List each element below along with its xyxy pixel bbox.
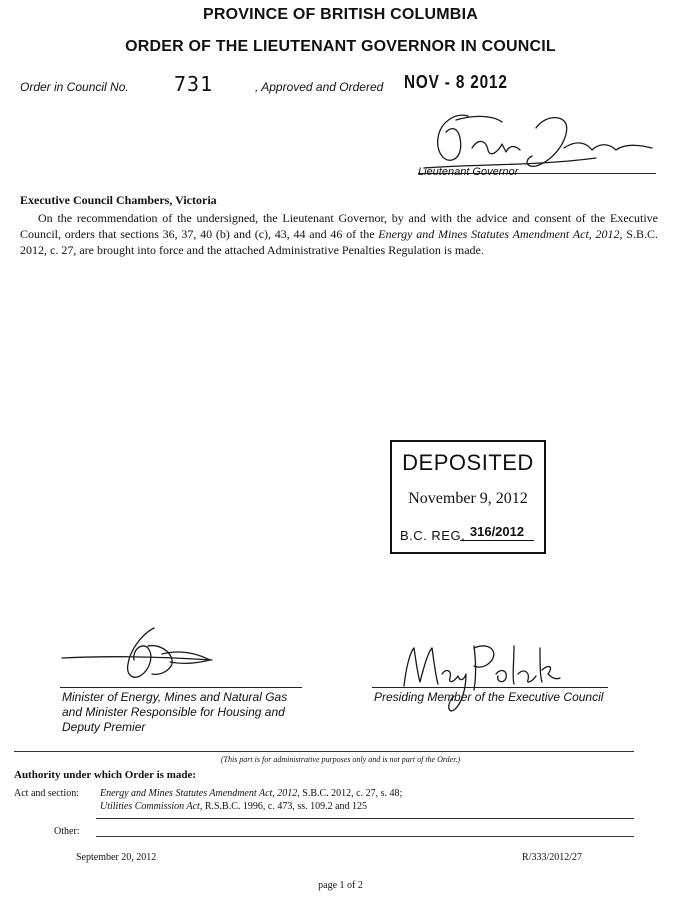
approved-label: , Approved and Ordered — [255, 80, 384, 94]
minister-signature-line — [60, 687, 302, 688]
act1-rest: S.B.C. 2012, c. 27, s. 48; — [299, 788, 403, 799]
act2-name: Utilities Commission Act, — [100, 801, 203, 812]
minister-title — [62, 690, 287, 735]
stamp-reg-number: 316/2012 — [460, 524, 534, 541]
presiding-member-title: Presiding Member of the Executive Council — [374, 690, 604, 704]
act-reference-1 — [100, 788, 402, 799]
document-date: September 20, 2012 — [76, 852, 157, 863]
admin-note: (This part is for administrative purposes only and is not part of the Order.) — [220, 755, 461, 764]
order-body-text — [20, 210, 658, 258]
order-number: 731 — [174, 72, 214, 96]
location-heading: Executive Council Chambers, Victoria — [20, 193, 217, 207]
other-underline — [96, 836, 634, 837]
act-name: Energy and Mines Statutes Amendment Act, 2012, — [378, 227, 623, 241]
authority-heading: Authority under which Order is made: — [14, 769, 197, 781]
stamp-title: DEPOSITED — [402, 450, 534, 475]
act1-name: Energy and Mines Statutes Amendment Act, 2012, — [100, 788, 300, 799]
stamp-reg-label: B.C. REG. — [400, 528, 466, 543]
order-number-label: Order in Council No. — [20, 80, 129, 94]
act2-rest: R.S.B.C. 1996, c. 473, ss. 109.2 and 125 — [202, 801, 368, 812]
governor-title: Lieutenant Governor — [418, 166, 519, 178]
province-title: PROVINCE OF BRITISH COLUMBIA — [203, 6, 478, 23]
body-text-part2: S.B.C. 2012, c. 27, are brought into force and the attached Administrative Penalties Regulation is made. — [20, 227, 658, 257]
minister-signature — [62, 620, 222, 690]
document-reference: R/333/2012/27 — [522, 852, 583, 863]
presiding-member-signature — [400, 638, 560, 718]
deposited-stamp — [390, 440, 546, 554]
act-reference-2 — [100, 801, 367, 812]
minister-title-line3: Deputy Premier — [62, 720, 146, 734]
admin-separator — [14, 751, 634, 752]
stamp-date: November 9, 2012 — [408, 490, 528, 507]
presiding-signature-line — [372, 687, 608, 688]
act-section-label: Act and section: — [14, 788, 79, 799]
page-number: page 1 of 2 — [318, 880, 363, 891]
minister-title-line2: and Minister Responsible for Housing and — [62, 705, 285, 719]
body-text-part1: On the recommendation of the undersigned, the Lieutenant Governor, by and with the advice and consent of the Executive Council, orders that sections 36, 37, 40 (b) and (c), 43, 44 and 46 of the — [20, 211, 658, 241]
order-title: ORDER OF THE LIEUTENANT GOVERNOR IN COUNCIL — [125, 38, 556, 55]
approved-date-stamp: NOV - 8 2012 — [404, 72, 508, 92]
minister-title-line1: Minister of Energy, Mines and Natural Gas — [62, 690, 288, 704]
other-label: Other: — [54, 826, 80, 837]
act-underline — [96, 818, 634, 819]
